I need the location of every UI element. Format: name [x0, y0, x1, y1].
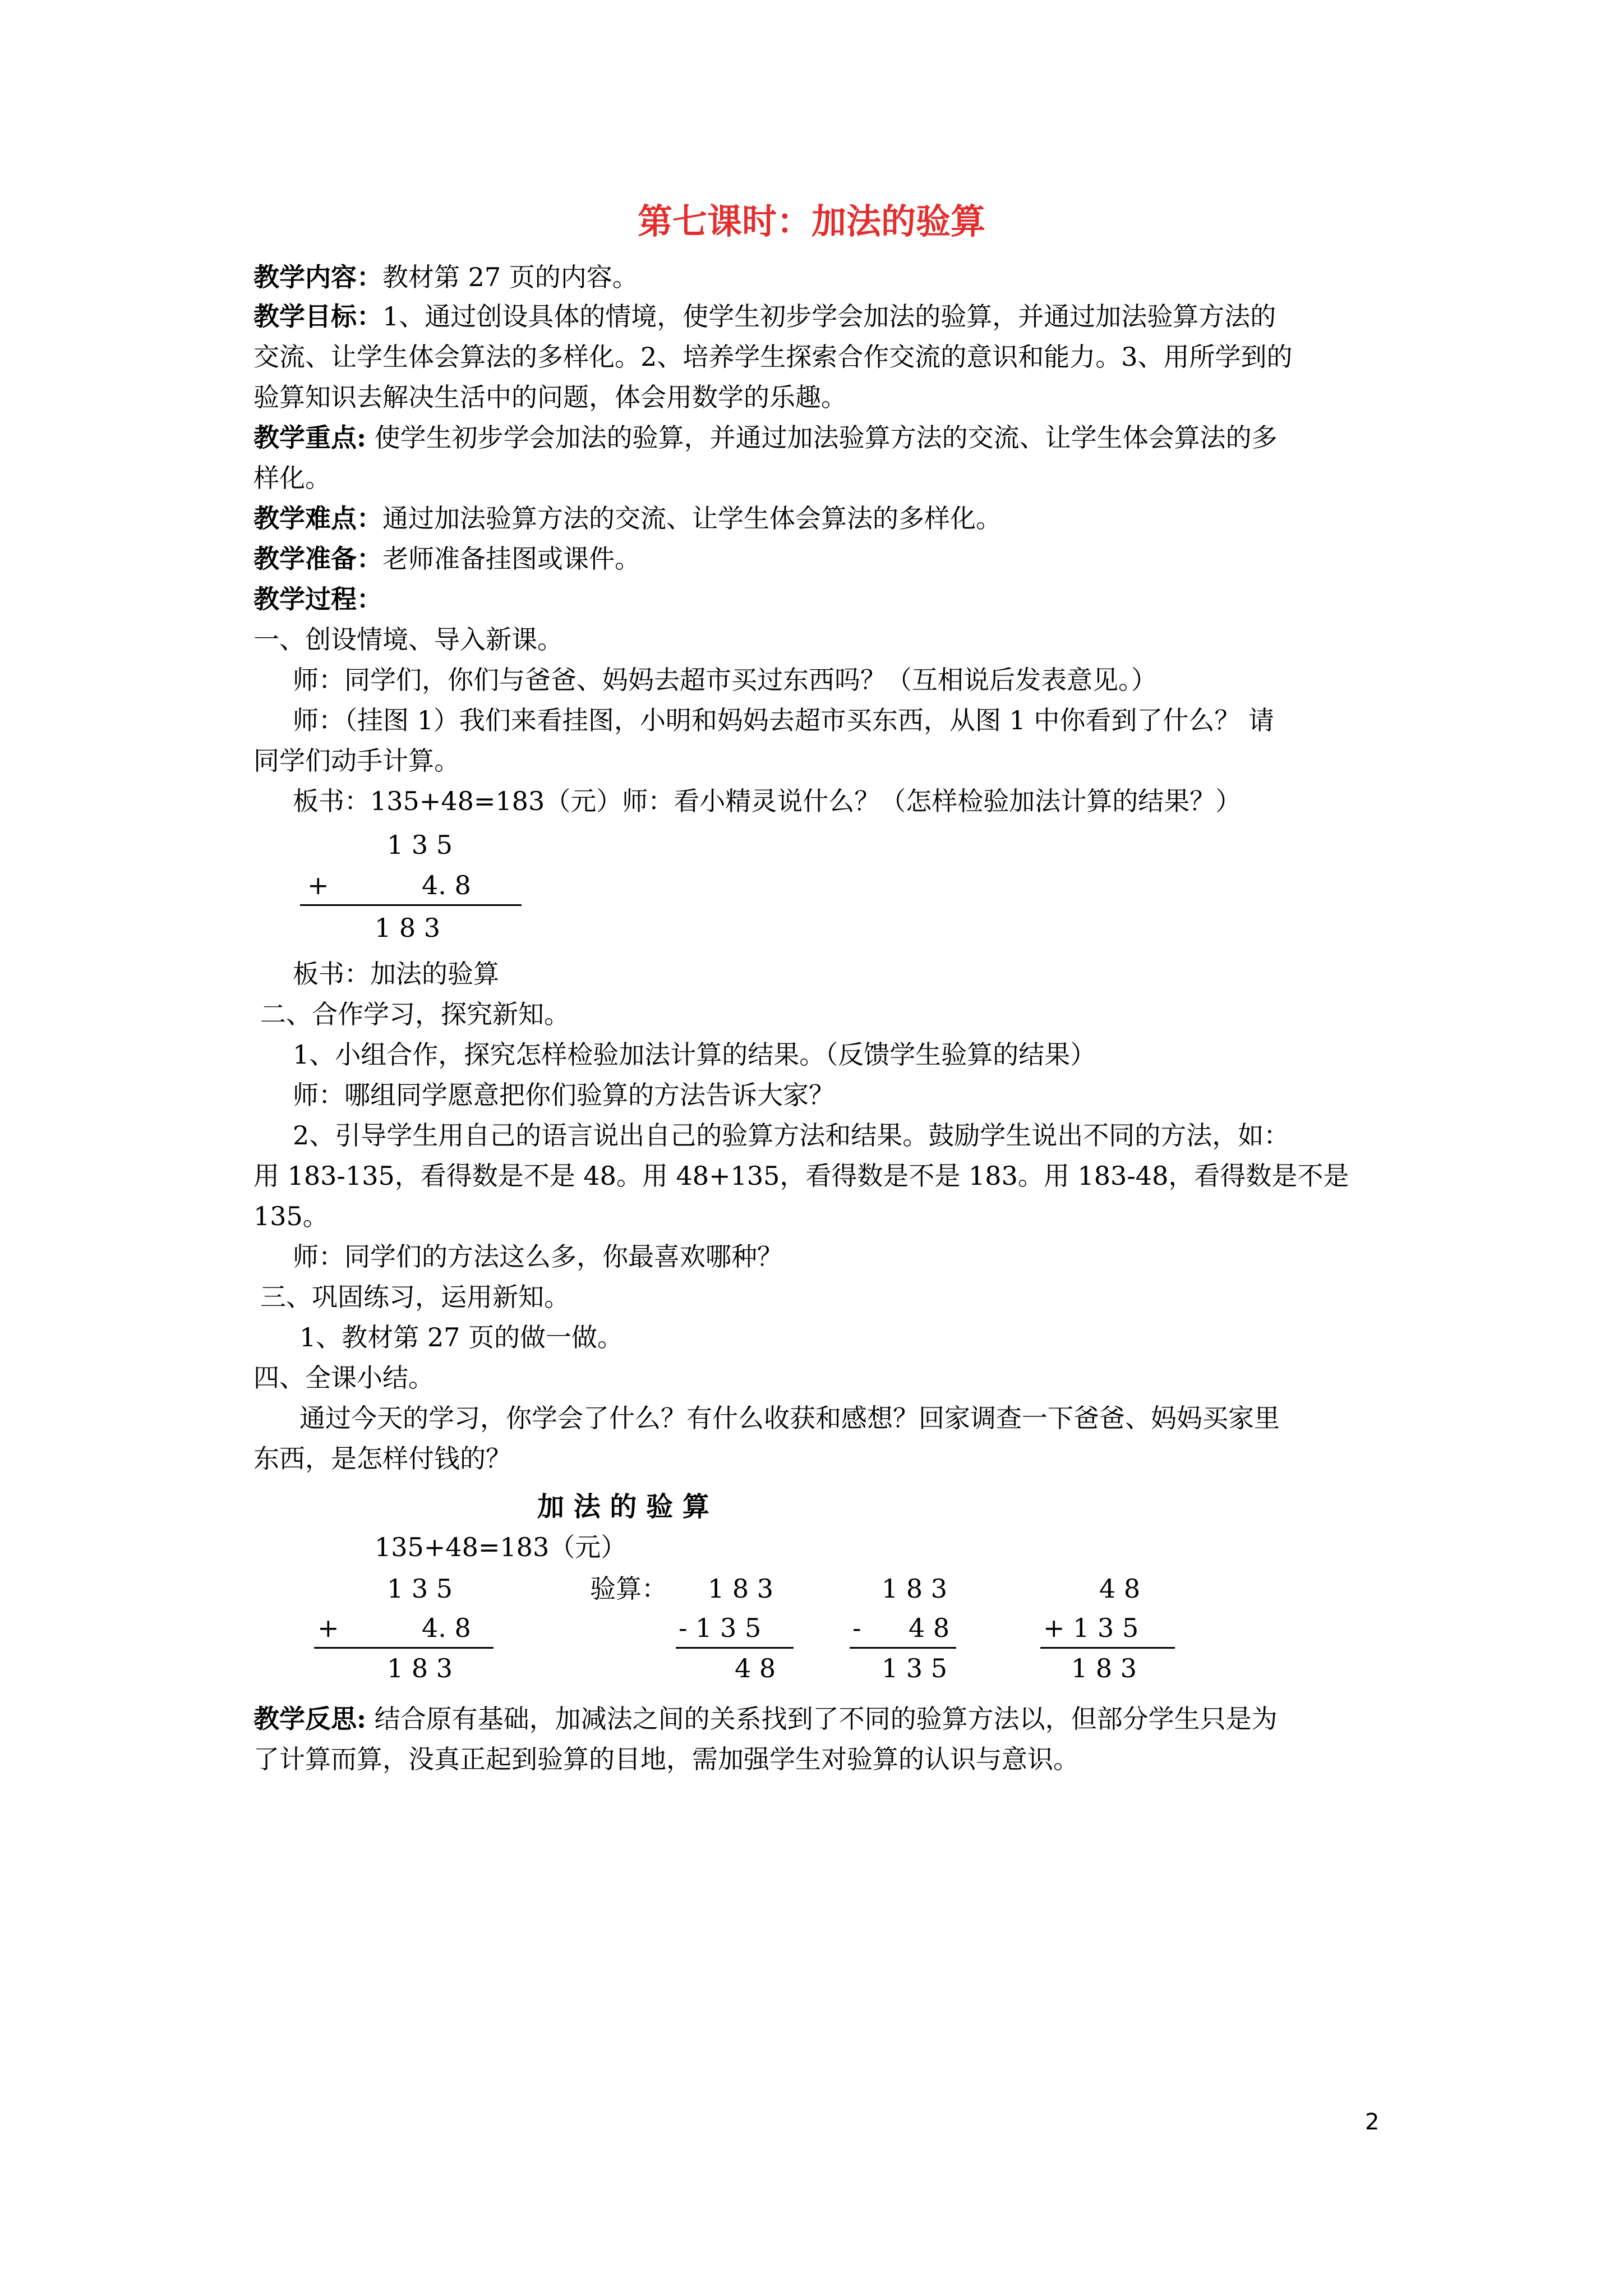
key-label: 教学重点: — [253, 422, 366, 453]
check2-minus: - — [852, 1613, 861, 1643]
page-number: 2 — [1365, 2109, 1380, 2135]
teaching-content — [253, 257, 638, 297]
lesson-title: 第七课时：加法的验算 — [637, 201, 985, 242]
preparation — [253, 539, 640, 579]
check2-rule — [850, 1647, 956, 1649]
key-text-1: 使学生初步学会加法的验算，并通过加法验算方法的交流、让学生体会算法的多 — [366, 422, 1278, 453]
calc1-addend-bottom: 4. 8 — [422, 870, 471, 900]
section-2-paragraph-3-line-1: 2、引导学生用自己的语言说出自己的验算方法和结果。鼓励学生说出不同的方法，如： — [293, 1120, 1290, 1151]
check1-result: 4 8 — [735, 1653, 776, 1683]
section-2-paragraph-1: 1、小组合作，探究怎样检验加法计算的结果。（反馈学生验算的结果） — [293, 1039, 1096, 1070]
check1-top: 1 8 3 — [708, 1573, 774, 1604]
teaching-goal-line-1 — [253, 296, 1276, 337]
section-3-paragraph-1: 1、教材第 27 页的做一做。 — [299, 1322, 624, 1352]
check1-rule — [676, 1647, 794, 1649]
check3-result: 1 8 3 — [1071, 1653, 1137, 1683]
reflection-line-1 — [253, 1699, 1278, 1739]
check-label: 验算： — [590, 1573, 667, 1604]
difficulty-text: 通过加法验算方法的交流、让学生体会算法的多样化。 — [382, 503, 1002, 533]
prep-label: 教学准备： — [253, 544, 382, 574]
check2-result: 1 3 5 — [882, 1653, 948, 1683]
board-calc1-mid: 4. 8 — [422, 1613, 471, 1643]
section-4-paragraph-line-1: 通过今天的学习，你学会了什么？有什么收获和感想？回家调查一下爸爸、妈妈买家里 — [299, 1403, 1280, 1433]
board-calc1-result: 1 8 3 — [387, 1653, 453, 1683]
calc1-addend-top: 1 3 5 — [387, 830, 453, 860]
check3-top: 4 8 — [1099, 1573, 1141, 1604]
check3-mid: + 1 3 5 — [1043, 1613, 1139, 1643]
reflection-line-2: 了计算而算，没真正起到验算的目地，需加强学生对验算的认识与意识。 — [253, 1744, 1079, 1774]
section-2-heading: 二、合作学习，探究新知。 — [260, 999, 570, 1029]
section-1-paragraph-2-line-2: 同学们动手计算。 — [253, 746, 460, 776]
teaching-goal-line-3: 验算知识去解决生活中的问题，体会用数学的乐趣。 — [253, 382, 847, 412]
content-text: 教材第 27 页的内容。 — [382, 262, 638, 292]
board-calc1-rule — [314, 1647, 494, 1649]
check2-top: 1 8 3 — [882, 1573, 948, 1604]
check1-mid: - 1 3 5 — [679, 1613, 762, 1643]
difficulty — [253, 498, 1002, 539]
goal-label: 教学目标： — [253, 301, 382, 332]
calc1-plus-sign: + — [307, 870, 329, 900]
check2-mid: 4 8 — [909, 1613, 950, 1643]
section-1-paragraph-1: 师：同学们，你们与爸爸、妈妈去超市买过东西吗？（互相说后发表意见。） — [293, 665, 1157, 695]
calc1-sum: 1 8 3 — [375, 913, 441, 943]
board-summary-title: 加 法 的 验 算 — [537, 1491, 709, 1522]
board-calc1-top: 1 3 5 — [387, 1573, 453, 1604]
content-label: 教学内容： — [253, 262, 382, 292]
difficulty-label: 教学难点： — [253, 503, 382, 533]
key-point-line-2: 样化。 — [253, 463, 331, 493]
section-1-heading: 一、创设情境、导入新课。 — [253, 624, 563, 655]
calc1-rule — [300, 904, 522, 906]
key-point-line-1 — [253, 417, 1278, 458]
reflect-text-1: 结合原有基础，加减法之间的关系找到了不同的验算方法以，但部分学生只是为 — [366, 1704, 1278, 1734]
section-3-heading: 三、巩固练习，运用新知。 — [260, 1282, 570, 1312]
board-note-2: 板书：加法的验算 — [293, 959, 499, 989]
process-label: 教学过程： — [253, 584, 382, 614]
goal-text-1: 1、通过创设具体的情境，使学生初步学会加法的验算，并通过加法验算方法的 — [382, 301, 1276, 332]
section-2-paragraph-2: 师：哪组同学愿意把你们验算的方法告诉大家？ — [293, 1080, 834, 1110]
board-calc1-plus: + — [317, 1613, 339, 1643]
section-4-paragraph-line-2: 东西，是怎样付钱的？ — [253, 1443, 511, 1474]
section-4-heading: 四、全课小结。 — [253, 1363, 434, 1393]
reflect-label: 教学反思: — [253, 1704, 366, 1734]
board-note-1: 板书：135+48=183（元）师：看小精灵说什么？（怎样检验加法计算的结果？） — [293, 786, 1242, 816]
section-1-paragraph-2-line-1: 师：（挂图 1）我们来看挂图，小明和妈妈去超市买东西，从图 1 中你看到了什么？ 请 — [293, 705, 1275, 735]
section-2-paragraph-3-line-3: 135。 — [253, 1201, 329, 1231]
section-2-paragraph-4: 师：同学们的方法这么多，你最喜欢哪种？ — [293, 1241, 783, 1272]
prep-text: 老师准备挂图或课件。 — [382, 544, 640, 574]
section-2-paragraph-3-line-2: 用 183-135，看得数是不是 48。用 48+135，看得数是不是 183。用 183-48，看得数是不是 — [253, 1161, 1349, 1191]
board-summary-equation: 135+48=183（元） — [375, 1532, 627, 1562]
check3-rule — [1040, 1647, 1175, 1649]
teaching-goal-line-2: 交流、让学生体会算法的多样化。2、培养学生探索合作交流的意识和能力。3、用所学到的 — [253, 342, 1293, 372]
